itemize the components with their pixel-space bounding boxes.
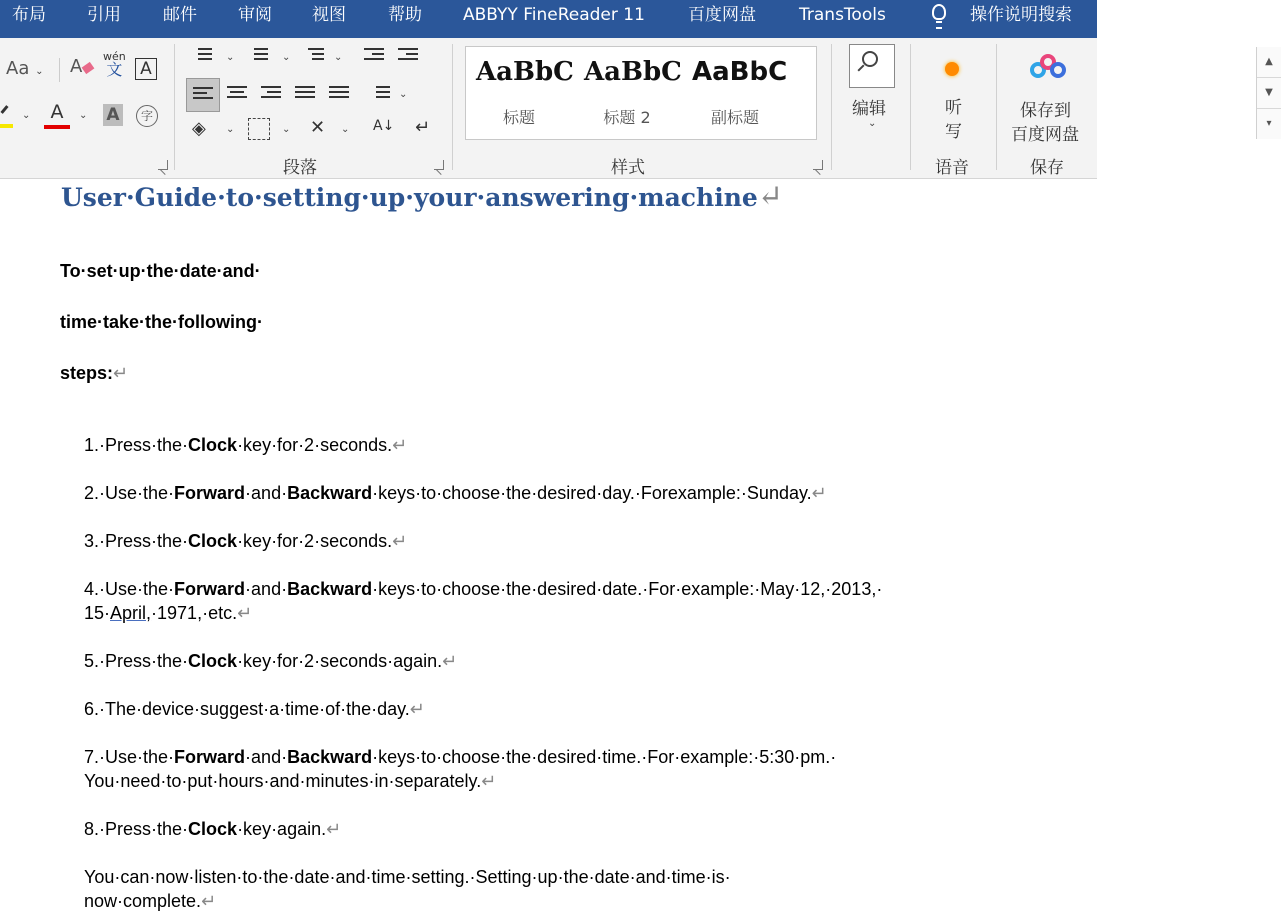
key-name: Forward	[174, 483, 246, 503]
chevron-down-icon: ⌄	[35, 66, 44, 77]
step-text: 15·	[84, 603, 111, 623]
paragraph-mark: ↵	[442, 651, 458, 671]
justify-icon[interactable]	[295, 86, 315, 102]
group-separator	[452, 44, 453, 170]
line-spacing-icon[interactable]	[370, 86, 390, 102]
character-border-button[interactable]: A	[135, 58, 157, 80]
step-text: 8.·Press·the·	[84, 819, 189, 839]
paragraph-mark: ↵	[409, 699, 425, 719]
chevron-down-icon[interactable]: ⌄	[399, 89, 408, 100]
step-text: ·key·for·2·seconds.	[237, 435, 393, 455]
highlight-button[interactable]	[0, 104, 12, 124]
step-text: 7.·Use·the·	[84, 747, 175, 767]
step-text: ·1971,·etc.	[151, 603, 238, 623]
paragraph-mark: ↵	[201, 891, 217, 911]
key-name: Backward	[287, 579, 373, 599]
lightbulb-icon	[932, 4, 946, 20]
step-text: ·key·for·2·seconds·again.	[237, 651, 443, 671]
align-right-icon[interactable]	[261, 86, 281, 102]
save-to-netdisk-label-1[interactable]: 保存到	[1020, 101, 1071, 121]
chevron-down-icon[interactable]: ⌄	[22, 110, 31, 121]
baidu-netdisk-icon[interactable]	[1030, 54, 1066, 82]
show-formatting-marks-icon[interactable]: ↵	[415, 117, 431, 138]
closing-line-2	[84, 889, 216, 913]
paragraph-dialog-launcher-icon[interactable]	[434, 160, 444, 170]
change-case-button[interactable]	[6, 58, 43, 79]
key-name: Forward	[174, 579, 246, 599]
numbering-icon[interactable]	[248, 48, 268, 64]
chevron-down-icon[interactable]: ⌄	[341, 124, 350, 135]
step-6	[84, 697, 425, 721]
step-7-continued	[84, 769, 496, 793]
group-separator	[910, 44, 911, 170]
step-1	[84, 433, 407, 457]
enclose-characters-button[interactable]: 字	[136, 105, 158, 127]
chevron-down-icon[interactable]: ⌄	[282, 124, 291, 135]
document-page[interactable]	[0, 179, 1097, 924]
key-name: Forward	[174, 747, 246, 767]
style-heading-1[interactable]	[466, 47, 574, 139]
font-color-button[interactable]	[44, 101, 70, 123]
phonetic-guide-button[interactable]	[103, 50, 126, 79]
shading-icon[interactable]: ◈	[192, 118, 206, 139]
wen-icon: 文	[106, 60, 123, 79]
save-group-label: 保存	[1030, 158, 1064, 178]
multilevel-list-icon[interactable]	[304, 48, 324, 64]
style-sample: AaBbC	[584, 57, 682, 87]
step-text: ·keys·to·choose·the·desired·date.·For·example:·May·12,·2013,·	[372, 579, 883, 599]
dictate-icon[interactable]	[945, 62, 959, 76]
step-2	[84, 481, 827, 505]
step-text: 6.·The·device·suggest·a·time·of·the·day.	[84, 699, 410, 719]
clear-formatting-button[interactable]	[70, 56, 93, 77]
styles-scroll	[1256, 47, 1281, 139]
closing-text: now·complete.	[84, 891, 202, 911]
style-name: 标题	[502, 108, 535, 127]
step-4-continued	[84, 601, 252, 625]
pen-icon	[0, 105, 8, 114]
step-8	[84, 817, 341, 841]
closing-line-1: You·can·now·listen·to·the·date·and·time·setting.·Setting·up·the·date·and·time·is·	[84, 867, 731, 887]
step-5	[84, 649, 457, 673]
key-name: Clock	[188, 531, 238, 551]
chevron-down-icon[interactable]: ⌄	[79, 110, 88, 121]
tab-view[interactable]: 视图	[312, 5, 346, 25]
key-name: Backward	[287, 483, 373, 503]
tab-help[interactable]: 帮助	[388, 5, 422, 25]
tab-review[interactable]: 审阅	[238, 5, 272, 25]
grammar-flagged-text[interactable]: April,	[110, 603, 152, 623]
style-name: 副标题	[710, 108, 759, 127]
chevron-down-icon[interactable]: ⌄	[868, 118, 877, 129]
distributed-icon[interactable]	[329, 86, 349, 102]
change-case-label: Aa	[6, 58, 30, 79]
chevron-down-icon[interactable]: ⌄	[226, 124, 235, 135]
paragraph-group-label: 段落	[283, 158, 317, 178]
step-text: ·keys·to·choose·the·desired·day.·Forexample:·Sunday.	[372, 483, 812, 503]
ring-icon	[1050, 62, 1066, 78]
key-name: Clock	[188, 435, 238, 455]
style-name: 标题 2	[603, 108, 651, 127]
step-text: You·need·to·put·hours·and·minutes·in·separately.	[84, 771, 482, 791]
step-7	[84, 745, 836, 769]
intro-line-1: To·set·up·the·date·and·	[60, 261, 261, 281]
step-text: ·and·	[245, 747, 288, 767]
step-3	[84, 529, 407, 553]
style-sample: AaBbC	[476, 57, 574, 87]
tab-mailings[interactable]: 邮件	[163, 5, 197, 25]
search-icon	[862, 51, 878, 67]
step-text: ·key·again.	[237, 819, 327, 839]
styles-group-label: 样式	[611, 158, 645, 178]
heading-text: User·Guide·to·setting·up·your·answering·machine	[61, 183, 758, 212]
tab-baidu-netdisk[interactable]: 百度网盘	[688, 5, 756, 25]
key-name: Clock	[188, 651, 238, 671]
step-text: 4.·Use·the·	[84, 579, 175, 599]
asian-layout-icon[interactable]: ✕	[310, 117, 326, 138]
style-heading-2[interactable]	[574, 47, 682, 139]
borders-icon[interactable]	[248, 118, 270, 140]
styles-dialog-launcher-icon[interactable]	[813, 160, 823, 170]
font-dialog-launcher-icon[interactable]	[158, 160, 168, 170]
chevron-down-icon[interactable]: ⌄	[282, 52, 291, 63]
intro-line-3	[60, 361, 128, 385]
step-text: 5.·Press·the·	[84, 651, 189, 671]
step-text: ·and·	[245, 483, 288, 503]
tab-layout[interactable]: 布局	[12, 5, 46, 25]
paragraph-mark: ↵	[481, 771, 497, 791]
group-separator	[831, 44, 832, 170]
intro-text: steps:	[60, 363, 114, 383]
step-text: 3.·Press·the·	[84, 531, 189, 551]
step-text: 1.·Press·the·	[84, 435, 189, 455]
voice-group-label: 语音	[935, 158, 969, 178]
editing-label[interactable]: 编辑	[852, 99, 886, 119]
bullets-icon[interactable]	[192, 48, 212, 64]
font-color-bar	[44, 125, 70, 129]
increase-indent-icon[interactable]	[398, 48, 418, 64]
intro-line-2: time·take·the·following·	[60, 312, 263, 332]
paragraph-mark: ↵	[811, 483, 827, 503]
align-left-button[interactable]	[186, 78, 220, 112]
paragraph-mark: ↵	[113, 363, 129, 383]
key-name: Backward	[287, 747, 373, 767]
align-center-icon[interactable]	[227, 86, 247, 102]
character-shading-button[interactable]: A	[103, 104, 123, 126]
ribbon	[0, 38, 1273, 179]
chevron-down-icon[interactable]: ⌄	[226, 52, 235, 63]
more-styles-icon[interactable]: ▾	[1266, 118, 1272, 129]
paragraph-mark: ↵	[326, 819, 342, 839]
highlight-color-bar	[0, 124, 13, 128]
step-text: ·and·	[245, 579, 288, 599]
document-heading	[61, 179, 783, 214]
save-to-netdisk-label-2[interactable]: 百度网盘	[1011, 125, 1079, 145]
tab-references[interactable]: 引用	[87, 5, 121, 25]
key-name: Clock	[188, 819, 238, 839]
font-color-icon: A	[50, 101, 64, 123]
phonetic-label: wén	[103, 50, 126, 63]
scroll-down-icon[interactable]: ▼	[1257, 78, 1281, 109]
editing-button[interactable]	[849, 44, 895, 88]
style-subtitle[interactable]	[682, 47, 790, 139]
eraser-icon	[82, 62, 95, 74]
align-left-icon	[193, 87, 213, 103]
sort-icon[interactable]: A↓	[373, 118, 395, 134]
step-4	[84, 577, 882, 601]
paragraph-mark: ↵	[757, 179, 783, 214]
dictate-button[interactable]: 听 写	[945, 98, 962, 142]
tab-transtools[interactable]: TransTools	[799, 5, 886, 25]
style-sample: AaBbC	[692, 57, 788, 87]
clear-format-icon: A	[70, 56, 83, 77]
divider	[59, 58, 60, 82]
step-text: 2.·Use·the·	[84, 483, 175, 503]
paragraph-mark: ↵	[237, 603, 253, 623]
paragraph-mark: ↵	[392, 435, 408, 455]
decrease-indent-icon[interactable]	[364, 48, 384, 64]
step-text: ·keys·to·choose·the·desired·time.·For·example:·5:30·pm.·	[372, 747, 837, 767]
tell-me-search[interactable]: 操作说明搜索	[970, 5, 1072, 25]
step-text: ·key·for·2·seconds.	[237, 531, 393, 551]
tab-abbyy[interactable]: ABBYY FineReader 11	[463, 5, 645, 25]
group-separator	[174, 44, 175, 170]
scroll-up-icon[interactable]: ▲	[1257, 47, 1281, 78]
chevron-down-icon[interactable]: ⌄	[334, 52, 343, 63]
paragraph-mark: ↵	[392, 531, 408, 551]
menu-bar	[0, 0, 1097, 38]
group-separator	[996, 44, 997, 170]
